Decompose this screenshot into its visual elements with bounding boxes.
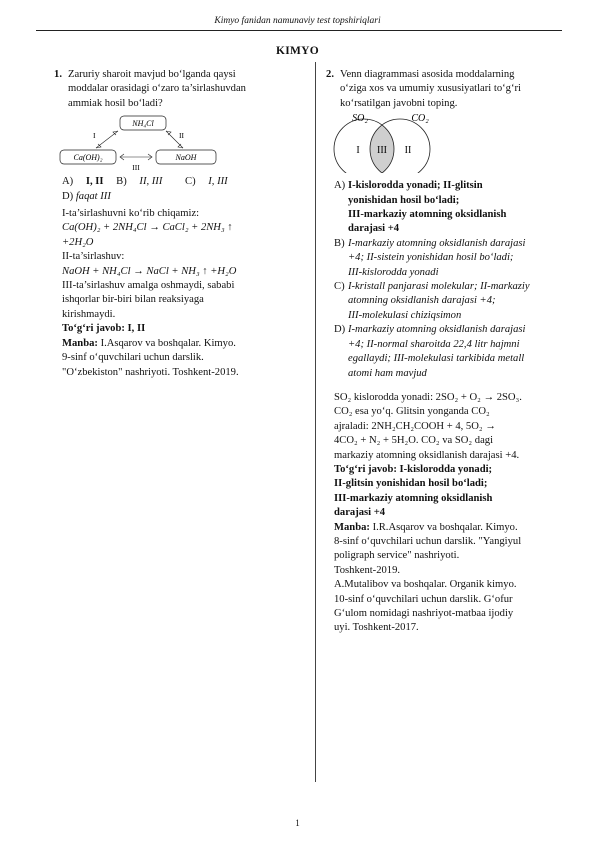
answer-options [320,179,564,381]
label-ii: II [179,131,184,141]
question-number: 1. [54,69,62,80]
option-c[interactable]: C) I-kristall panjarasi molekular; II-markaziy atomning oksidlanish darajasi +4; III-molekulasi chiziqsimon [334,281,530,321]
running-header: Kimyo fanidan namunaviy test topshiriqlari [214,16,381,26]
option-b[interactable]: B) II, III [116,176,163,188]
option-a[interactable]: A) I-kislorodda yonadi; II-glitsin yonishidan hosil bo‘ladi; III-markaziy atomning oksidlanish darajasi +4 [334,180,507,235]
venn-region-i: I [356,145,360,157]
option-d[interactable]: D) I-markaziy atomning oksidlanish darajasi +4; II-normal sharoitda 22,4 litr hajmni egallaydi; III-molekulasi tarkibida metall atomi ham mavjud [334,324,526,379]
explanation: SO₂ kislorodda yonadi: 2SO₂ + O₂ → 2SO₃. CO₂ esa yo‘q. Glitsin yonganda CO₂ ajraladi: 2NH₂CH₂COOH + 4, 5O₂ → 4CO₂ + N₂ + 5H₂O. CO₂ va SO₂ dagi markaziy atomning oksidlanish darajasi +4. To‘g‘ri javob: I-kislorodda yonadi; II-glitsin yonishidan hosil bo‘ladi; III-markaziy atomning oksidlanish darajasi +4 Manba: I.R.Asqarov va boshqalar. Kimyo. 8-sinf o‘quvchilari uchun darslik. "Yangiyul poligraph service" nashriyoti. Toshkent-2019. A.Mutalibov va boshqalar. Organik kimyo. 10-sinf o‘quvchilari uchun darslik. G‘ofur G‘ulom nomidagi nashriyot-matbaa ijodiy uyi. Toshkent-2017. [320,391,564,636]
page-number: 1 [295,818,300,828]
node-caoh2: Ca(OH)₂ [73,153,103,163]
equation-1: Ca(OH)₂ + 2NH₄Cl → CaCl₂ + 2NH₃ ↑ [62,222,233,234]
answer-options [48,175,286,204]
node-naoh: NaOH [175,153,197,163]
option-c[interactable]: C) I, III [185,176,228,188]
correct-answer: To‘g‘ri javob: I-kislorodda yonadi; II-glitsin yonishidan hosil bo‘ladi; III-markaziy atomning oksidlanish darajasi +4 [334,463,493,519]
equation-2: NaOH + NH₄Cl → NaCl + NH₃ ↑ +H₂O [62,265,237,277]
source: Manba: I.R.Asqarov va boshqalar. Kimyo. [334,521,518,533]
option-b[interactable]: B) I-markaziy atomning oksidlanish darajasi +4; II-sistein yonishidan hosil bo‘ladi; III-kislorodda yonadi [334,237,526,278]
venn-region-iii: III [377,145,387,157]
venn-region-ii: II [404,145,412,157]
column-divider [315,62,316,782]
label-i: I [93,131,96,141]
question-stem: Venn diagrammasi asosida moddalarning o‘ziga xos va umumiy xususiyatlari to‘g‘ri ko‘rsatilgan javobni toping. [340,69,521,109]
header-rule [36,30,562,31]
question-1 [48,68,286,380]
page-title: KIMYO [275,45,320,57]
explanation: I-ta’sirlashuvni ko‘rib chiqamiz: Ca(OH)₂ + 2NH₄Cl → CaCl₂ + 2NH₃ ↑ +2H₂O II-ta’sirlashuv: NaOH + NH₄Cl → NaCl + NH₃ ↑ +H₂O III-ta’sirlashuv amalga oshmaydi, sababi ishqorlar bir-biri bilan reaksiyaga kirishmaydi. To‘g‘ri javob: I, II Manba: I.Asqarov va boshqalar. Kimyo. 9-sinf o‘quvchilari uchun darslik. "O‘zbekiston" nashriyoti. Toshkent-2019. [48,207,286,380]
option-d[interactable]: D) faqat III [62,190,111,202]
label-iii: III [132,163,140,172]
question-number: 2. [326,69,334,80]
option-a[interactable]: A) I, II [62,176,104,188]
node-nh4cl: NH₄Cl [132,119,154,129]
source: Manba: I.Asqarov va boshqalar. Kimyo. [62,337,236,349]
reaction-diagram [48,115,286,171]
correct-answer: To‘g‘ri javob: I, II [62,323,146,335]
question-2 [320,68,564,636]
venn-label-co2: CO₂ [411,113,429,125]
venn-label-so2: SO₂ [352,113,368,125]
question-stem: Zaruriy sharoit mavjud bo‘lganda qaysi moddalar orasidagi o‘zaro ta’sirlashuvdan ammiak hosil bo‘ladi? [68,69,246,109]
venn-diagram [320,113,564,173]
